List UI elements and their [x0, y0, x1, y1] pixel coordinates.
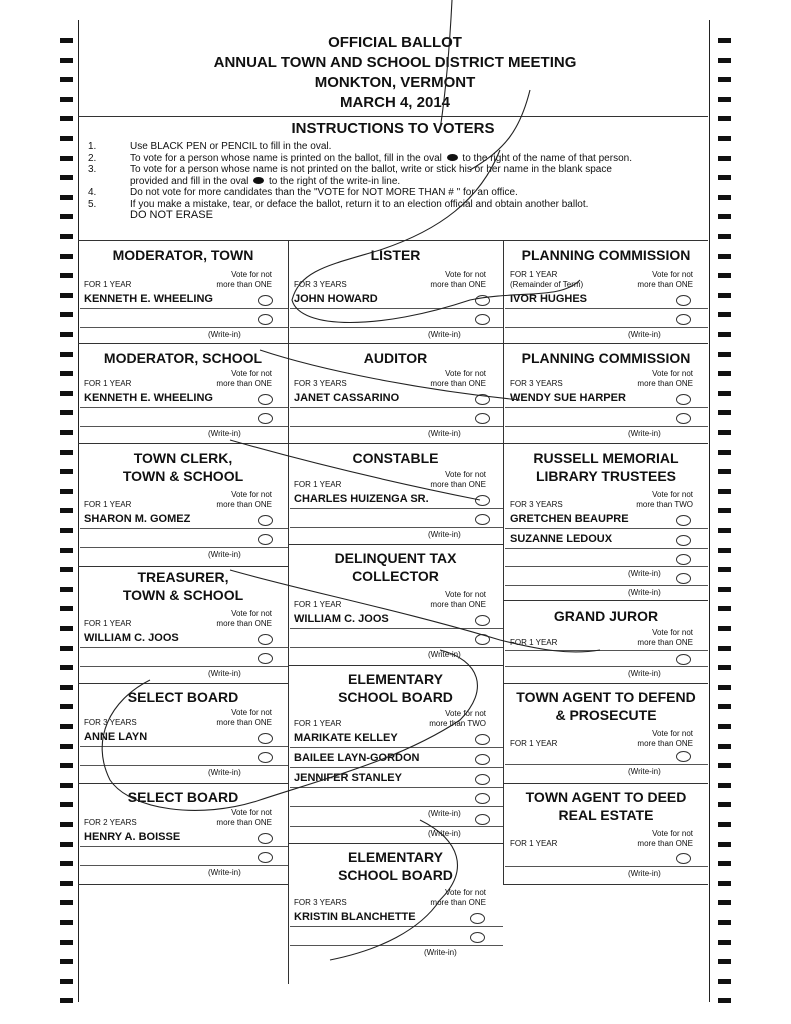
term-label: FOR 1 YEAR: [510, 739, 558, 748]
term-label: FOR 1 YEAR: [84, 500, 132, 509]
pen-stroke: [230, 570, 600, 652]
pen-stroke: [292, 150, 580, 323]
write-in-label: (Write-in): [208, 429, 241, 438]
vote-limit: Vote for not: [652, 829, 693, 838]
vote-limit: more than ONE: [637, 839, 693, 848]
office-select-board-3yr: SELECT BOARD: [127, 689, 239, 705]
office-elementary-school-board: ELEMENTARY: [348, 671, 443, 687]
office-library-trustees: RUSSELL MEMORIAL: [533, 450, 679, 466]
office-agent-defend-line2: & PROSECUTE: [555, 707, 657, 723]
office-treasurer: TREASURER,: [137, 569, 229, 585]
instruction-3: 3. To vote for a person whose name is not printed on the ballot, write or stick his or her name in the blank space: [88, 164, 612, 175]
pen-stroke: [470, 90, 530, 170]
write-in-label: (Write-in): [208, 768, 241, 777]
term-label: FOR 3 YEARS: [294, 280, 347, 289]
term-label: FOR 3 YEARS: [510, 379, 563, 388]
write-in-label: (Write-in): [628, 429, 661, 438]
office-delinquent-line2: COLLECTOR: [352, 568, 439, 584]
town-name: MONKTON, VERMONT: [314, 74, 476, 91]
candidate-name: ANNE LAYN: [84, 731, 148, 743]
candidate-name: JANET CASSARINO: [294, 392, 400, 404]
office-town-agent-defend: TOWN AGENT TO DEFEND: [516, 689, 696, 705]
vote-limit: Vote for not: [652, 270, 693, 279]
vote-limit: more than ONE: [430, 480, 486, 489]
write-in-label: (Write-in): [628, 669, 661, 678]
write-in-label: (Write-in): [628, 330, 661, 339]
office-planning-commission: PLANNING COMMISSION: [521, 247, 691, 263]
vote-limit: Vote for not: [231, 609, 272, 618]
write-in-label: (Write-in): [428, 429, 461, 438]
term-label: FOR 1 YEAR: [294, 600, 342, 609]
meeting-title: ANNUAL TOWN AND SCHOOL DISTRICT MEETING: [213, 54, 577, 71]
term-label: (Remainder of Term): [510, 280, 584, 289]
vote-limit: Vote for not: [231, 808, 272, 817]
office-planning-commission-3yr: PLANNING COMMISSION: [521, 350, 691, 366]
instruction-2: 2. To vote for a person whose name is printed on the ballot, fill in the oval to the right of the name of that person.: [88, 152, 632, 164]
office-elementary-line2: SCHOOL BOARD: [338, 689, 453, 705]
vote-limit: Vote for not: [445, 709, 486, 718]
term-label: FOR 3 YEARS: [294, 898, 347, 907]
vote-limit: Vote for not: [445, 270, 486, 279]
office-library-line2: LIBRARY TRUSTEES: [535, 468, 676, 484]
vote-limit: more than ONE: [430, 280, 486, 289]
office-delinquent-tax-collector: DELINQUENT TAX: [334, 550, 457, 566]
office-lister: LISTER: [370, 247, 421, 263]
vote-limit: more than ONE: [430, 379, 486, 388]
write-in-label: (Write-in): [428, 650, 461, 659]
office-town-clerk: TOWN CLERK,: [133, 450, 233, 466]
office-grand-juror: GRAND JUROR: [553, 608, 659, 624]
vote-limit: more than ONE: [430, 600, 486, 609]
candidate-name: WILLIAM C. JOOS: [294, 613, 389, 625]
candidate-name: JOHN HOWARD: [294, 293, 378, 305]
term-label: FOR 1 YEAR: [84, 280, 132, 289]
term-label: FOR 1 YEAR: [510, 270, 558, 279]
vote-limit: Vote for not: [231, 369, 272, 378]
term-label: FOR 1 YEAR: [510, 638, 558, 647]
vote-limit: Vote for not: [231, 708, 272, 717]
instructions-list: 1. Use BLACK PEN or PENCIL to fill in the oval. 2. To vote for a person whose name is printed on the ballot, fill in the oval to the right of the name of that person. 3. To vote for a person whose name is not printed on the ballot, write or stick his or her name in the blank space provided and fill in the oval to the right of the write-in line. 4. Do not vote for more candidates than the "VOTE for NOT MORE THAN # " for an office. 5. If you make a mistake, tear, or deface the ballot, return it to an election official and obtain another ballot. DO NOT ERASE: [88, 141, 698, 222]
vote-limit: more than ONE: [216, 280, 272, 289]
pen-stroke: [440, 0, 452, 130]
vote-limit: more than ONE: [637, 280, 693, 289]
term-label: FOR 1 YEAR: [84, 619, 132, 628]
instruction-5: 5. If you make a mistake, tear, or deface the ballot, return it to an election official and obtain another ballot.: [88, 198, 589, 210]
candidate-name: BAILEE LAYN-GORDON: [294, 752, 420, 764]
office-elementary-3yr-line2: SCHOOL BOARD: [338, 867, 453, 883]
candidate-name: GRETCHEN BEAUPRE: [510, 513, 629, 525]
vote-limit: Vote for not: [231, 490, 272, 499]
office-town-clerk-line2: TOWN & SCHOOL: [122, 468, 244, 484]
candidate-name: JENNIFER STANLEY: [294, 772, 402, 784]
candidate-name: SHARON M. GOMEZ: [84, 513, 191, 525]
term-label: FOR 2 YEARS: [84, 818, 137, 827]
vote-limit: more than ONE: [430, 898, 486, 907]
vote-limit: more than ONE: [216, 718, 272, 727]
vote-limit: more than ONE: [216, 818, 272, 827]
pen-stroke: [330, 820, 457, 960]
term-label: FOR 3 YEARS: [294, 379, 347, 388]
write-in-label: (Write-in): [208, 550, 241, 559]
vote-limit: Vote for not: [652, 729, 693, 738]
vote-limit: more than ONE: [216, 379, 272, 388]
candidate-name: KRISTIN BLANCHETTE: [294, 911, 416, 923]
write-in-label: (Write-in): [424, 948, 457, 957]
write-in-label: (Write-in): [428, 829, 461, 838]
vote-limit: Vote for not: [231, 270, 272, 279]
pen-stroke: [260, 350, 520, 400]
write-in-label: (Write-in): [208, 330, 241, 339]
candidate-name: CHARLES HUIZENGA SR.: [294, 493, 429, 505]
candidate-name: IVOR HUGHES: [510, 293, 588, 305]
write-in-label: (Write-in): [428, 330, 461, 339]
meeting-date: MARCH 4, 2014: [339, 94, 451, 111]
term-label: FOR 3 YEARS: [510, 500, 563, 509]
candidate-name: MARIKATE KELLEY: [294, 732, 398, 744]
vote-limit: Vote for not: [652, 628, 693, 637]
candidate-name: WILLIAM C. JOOS: [84, 632, 179, 644]
term-label: FOR 1 YEAR: [294, 719, 342, 728]
candidate-name: KENNETH E. WHEELING: [84, 293, 213, 305]
vote-limit: more than ONE: [216, 500, 272, 509]
vote-limit: Vote for not: [445, 888, 486, 897]
vote-limit: more than ONE: [216, 619, 272, 628]
office-town-agent-deed: TOWN AGENT TO DEED: [525, 789, 687, 805]
vote-limit: Vote for not: [445, 590, 486, 599]
office-moderator-town: MODERATOR, TOWN: [112, 247, 254, 263]
write-in-label: (Write-in): [628, 869, 661, 878]
write-in-label: (Write-in): [428, 530, 461, 539]
instruction-4: 4. Do not vote for more candidates than the "VOTE for NOT MORE THAN # " for an office.: [88, 187, 518, 198]
vote-limit: more than ONE: [637, 379, 693, 388]
office-elementary-school-board-3yr: ELEMENTARY: [348, 849, 443, 865]
term-label: FOR 3 YEARS: [84, 718, 137, 727]
write-in-label: (Write-in): [628, 767, 661, 776]
term-label: FOR 1 YEAR: [84, 379, 132, 388]
vote-limit: more than ONE: [637, 739, 693, 748]
instructions-title: INSTRUCTIONS TO VOTERS: [291, 120, 495, 137]
term-label: FOR 1 YEAR: [510, 839, 558, 848]
vote-limit: Vote for not: [445, 470, 486, 479]
write-in-label: (Write-in): [628, 588, 661, 597]
write-in-label: (Write-in): [628, 569, 661, 578]
candidate-name: WENDY SUE HARPER: [510, 392, 626, 404]
office-treasurer-line2: TOWN & SCHOOL: [122, 587, 244, 603]
write-in-label: (Write-in): [428, 809, 461, 818]
vote-limit: more than ONE: [637, 638, 693, 647]
office-moderator-school: MODERATOR, SCHOOL: [103, 350, 263, 366]
pen-stroke: [230, 440, 480, 500]
office-select-board-2yr: SELECT BOARD: [127, 789, 239, 805]
candidate-name: KENNETH E. WHEELING: [84, 392, 213, 404]
write-in-label: (Write-in): [208, 868, 241, 877]
ballot-title: OFFICIAL BALLOT: [328, 34, 462, 51]
vote-limit: Vote for not: [652, 369, 693, 378]
office-constable: CONSTABLE: [352, 450, 439, 466]
instruction-1: 1. Use BLACK PEN or PENCIL to fill in the oval.: [88, 141, 332, 152]
office-agent-deed-line2: REAL ESTATE: [558, 807, 654, 823]
candidate-name: HENRY A. BOISSE: [84, 831, 181, 843]
write-in-label: (Write-in): [208, 669, 241, 678]
term-label: FOR 1 YEAR: [294, 480, 342, 489]
vote-limit: Vote for not: [445, 369, 486, 378]
vote-limit: more than TWO: [429, 719, 486, 728]
pen-stroke: [102, 650, 477, 810]
vote-limit: Vote for not: [652, 490, 693, 499]
vote-limit: more than TWO: [636, 500, 693, 509]
office-auditor: AUDITOR: [363, 350, 428, 366]
candidate-name: SUZANNE LEDOUX: [510, 533, 613, 545]
